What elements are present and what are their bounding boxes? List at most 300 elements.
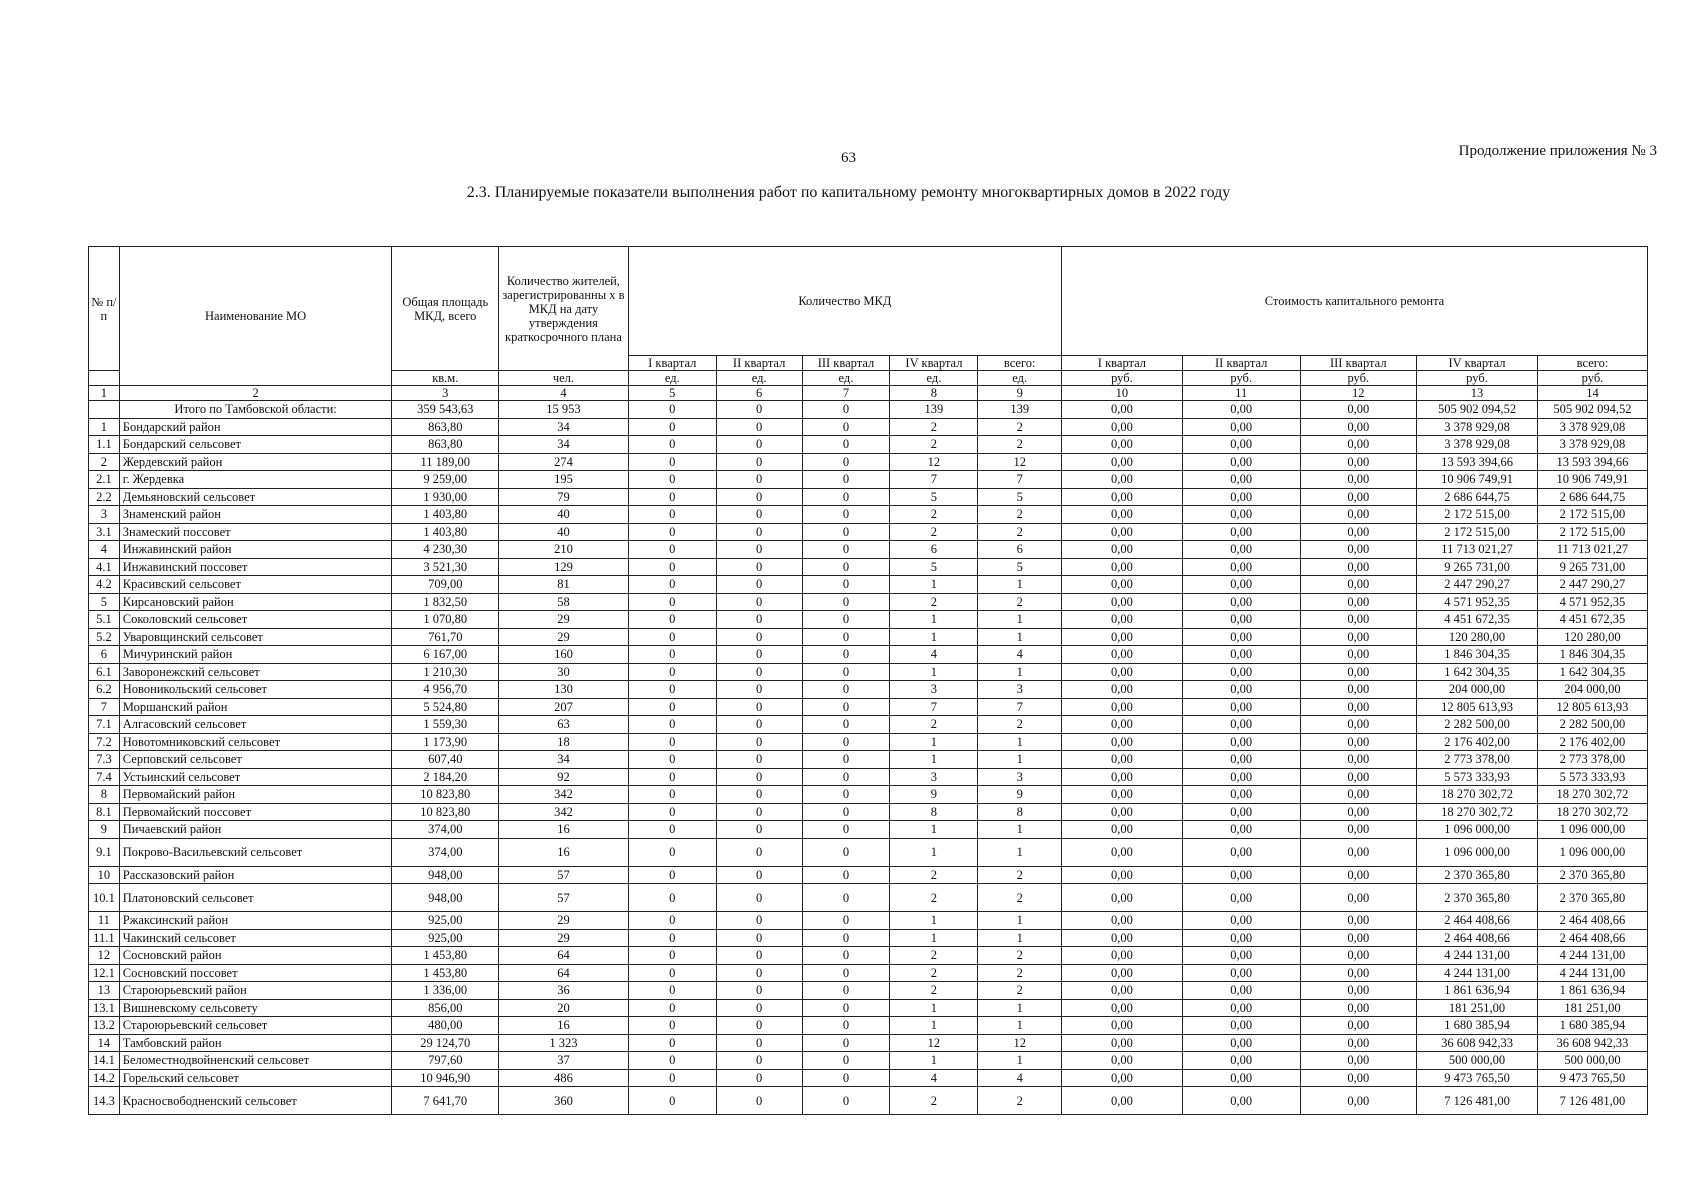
cost-q3: 0,00 <box>1300 698 1417 716</box>
cost-q2: 0,00 <box>1182 1052 1300 1070</box>
total-area: 29 124,70 <box>392 1034 499 1052</box>
cost-q4: 13 593 394,66 <box>1417 453 1538 471</box>
mkd-total: 1 <box>978 912 1062 930</box>
total-area: 1 832,50 <box>392 593 499 611</box>
mkd-q1: 0 <box>628 663 716 681</box>
mo-name: Бондарский район <box>119 418 392 436</box>
row-number: 4.1 <box>89 558 120 576</box>
mkd-q1: 0 <box>628 401 716 419</box>
table-row <box>89 523 1648 541</box>
cost-total: 4 451 672,35 <box>1537 611 1647 629</box>
cost-total: 7 126 481,00 <box>1537 1087 1647 1115</box>
mo-name: Инжавинский район <box>119 541 392 559</box>
document-title: 2.3. Планируемые показатели выполнения работ по капитальному ремонту многоквартирных домов в 2022 году <box>466 184 1231 201</box>
cost-q4: 181 251,00 <box>1417 999 1538 1017</box>
mkd-q2: 0 <box>716 929 802 947</box>
total-area: 1 210,30 <box>392 663 499 681</box>
table-row <box>89 838 1648 866</box>
col-header-name: Наименование МО <box>119 247 392 386</box>
total-area: 2 184,20 <box>392 768 499 786</box>
mkd-q3: 0 <box>802 821 890 839</box>
table-row <box>89 401 1648 419</box>
mo-name: Беломестнодвойненский сельсовет <box>119 1052 392 1070</box>
page-number: 63 <box>841 150 856 166</box>
unit-mkd-q4: ед. <box>890 371 978 386</box>
mkd-q4: 2 <box>890 964 978 982</box>
col-header-num: № п/п <box>89 247 120 371</box>
mkd-q4: 1 <box>890 733 978 751</box>
mkd-q2: 0 <box>716 982 802 1000</box>
mkd-q3: 0 <box>802 964 890 982</box>
mkd-q4: 139 <box>890 401 978 419</box>
cost-q2: 0,00 <box>1182 523 1300 541</box>
residents: 64 <box>499 947 629 965</box>
cost-total: 2 464 408,66 <box>1537 912 1647 930</box>
mkd-q3: 0 <box>802 1052 890 1070</box>
cost-q3: 0,00 <box>1300 947 1417 965</box>
row-number: 7.4 <box>89 768 120 786</box>
cost-q2: 0,00 <box>1182 838 1300 866</box>
mkd-q3: 0 <box>802 628 890 646</box>
mkd-q4: 6 <box>890 541 978 559</box>
cost-q3: 0,00 <box>1300 646 1417 664</box>
cost-q2: 0,00 <box>1182 999 1300 1017</box>
mkd-q2: 0 <box>716 488 802 506</box>
cost-q2: 0,00 <box>1182 1034 1300 1052</box>
cost-q2: 0,00 <box>1182 453 1300 471</box>
mkd-q3: 0 <box>802 947 890 965</box>
mkd-q4: 3 <box>890 768 978 786</box>
mkd-q3: 0 <box>802 999 890 1017</box>
total-area: 925,00 <box>392 929 499 947</box>
mkd-q2: 0 <box>716 947 802 965</box>
cost-q4: 2 172 515,00 <box>1417 506 1538 524</box>
mkd-q1: 0 <box>628 866 716 884</box>
cost-q3: 0,00 <box>1300 506 1417 524</box>
total-area: 374,00 <box>392 821 499 839</box>
cost-q3: 0,00 <box>1300 999 1417 1017</box>
mkd-q1: 0 <box>628 1034 716 1052</box>
cost-q1: 0,00 <box>1061 964 1182 982</box>
capital-repair-table <box>88 246 1648 1115</box>
unit-cost-q3: руб. <box>1300 371 1417 386</box>
total-area: 1 930,00 <box>392 488 499 506</box>
mkd-q1: 0 <box>628 1087 716 1115</box>
cost-q4: 9 265 731,00 <box>1417 558 1538 576</box>
mkd-q1: 0 <box>628 453 716 471</box>
mkd-q3: 0 <box>802 611 890 629</box>
mo-name: Покрово-Васильевский сельсовет <box>119 838 392 866</box>
cost-q3: 0,00 <box>1300 471 1417 489</box>
cost-total: 4 244 131,00 <box>1537 964 1647 982</box>
total-area: 9 259,00 <box>392 471 499 489</box>
cost-q2: 0,00 <box>1182 821 1300 839</box>
mkd-q4: 1 <box>890 611 978 629</box>
mo-name: Инжавинский поссовет <box>119 558 392 576</box>
mkd-q4: 5 <box>890 558 978 576</box>
cost-q1: 0,00 <box>1061 716 1182 734</box>
mkd-q4: 2 <box>890 436 978 454</box>
cost-q1: 0,00 <box>1061 1087 1182 1115</box>
cost-q4: 2 686 644,75 <box>1417 488 1538 506</box>
cost-q3: 0,00 <box>1300 838 1417 866</box>
residents: 36 <box>499 982 629 1000</box>
mkd-q1: 0 <box>628 506 716 524</box>
total-area: 10 946,90 <box>392 1069 499 1087</box>
mkd-q4: 9 <box>890 786 978 804</box>
row-number: 5 <box>89 593 120 611</box>
mkd-total: 1 <box>978 1017 1062 1035</box>
row-number: 13.2 <box>89 1017 120 1035</box>
row-number: 3 <box>89 506 120 524</box>
cost-q2: 0,00 <box>1182 866 1300 884</box>
mkd-q3: 0 <box>802 593 890 611</box>
cost-q4: 120 280,00 <box>1417 628 1538 646</box>
mkd-q3: 0 <box>802 436 890 454</box>
mkd-q4: 7 <box>890 698 978 716</box>
col-header-mkd-q2: II квартал <box>716 356 802 371</box>
cost-total: 2 282 500,00 <box>1537 716 1647 734</box>
total-area: 948,00 <box>392 884 499 912</box>
mkd-q1: 0 <box>628 488 716 506</box>
residents: 207 <box>499 698 629 716</box>
cost-total: 36 608 942,33 <box>1537 1034 1647 1052</box>
mkd-q2: 0 <box>716 821 802 839</box>
unit-residents: чел. <box>499 371 629 386</box>
mkd-total: 9 <box>978 786 1062 804</box>
col-header-mkd-q3: III квартал <box>802 356 890 371</box>
mkd-total: 5 <box>978 488 1062 506</box>
mkd-q2: 0 <box>716 786 802 804</box>
total-area: 4 230,30 <box>392 541 499 559</box>
col-header-cost-group: Стоимость капитального ремонта <box>1061 247 1647 356</box>
column-number: 6 <box>716 386 802 401</box>
cost-q3: 0,00 <box>1300 866 1417 884</box>
mkd-q1: 0 <box>628 698 716 716</box>
cost-q1: 0,00 <box>1061 999 1182 1017</box>
table-row <box>89 488 1648 506</box>
col-header-cost-total: всего: <box>1537 356 1647 371</box>
residents: 486 <box>499 1069 629 1087</box>
mkd-q2: 0 <box>716 999 802 1017</box>
cost-q3: 0,00 <box>1300 964 1417 982</box>
mkd-q3: 0 <box>802 506 890 524</box>
cost-q2: 0,00 <box>1182 1017 1300 1035</box>
residents: 1 323 <box>499 1034 629 1052</box>
mkd-q3: 0 <box>802 803 890 821</box>
mkd-q2: 0 <box>716 663 802 681</box>
row-number: 14 <box>89 1034 120 1052</box>
cost-q3: 0,00 <box>1300 436 1417 454</box>
residents: 210 <box>499 541 629 559</box>
cost-q3: 0,00 <box>1300 558 1417 576</box>
cost-q3: 0,00 <box>1300 1069 1417 1087</box>
total-area: 948,00 <box>392 866 499 884</box>
mkd-q2: 0 <box>716 558 802 576</box>
mkd-q3: 0 <box>802 1034 890 1052</box>
table-row <box>89 436 1648 454</box>
col-header-mkd-total: всего: <box>978 356 1062 371</box>
cost-q1: 0,00 <box>1061 506 1182 524</box>
unit-mkd-q1: ед. <box>628 371 716 386</box>
mkd-q3: 0 <box>802 733 890 751</box>
table-row <box>89 1017 1648 1035</box>
cost-total: 120 280,00 <box>1537 628 1647 646</box>
mkd-q3: 0 <box>802 401 890 419</box>
table-row <box>89 1087 1648 1115</box>
cost-total: 2 172 515,00 <box>1537 523 1647 541</box>
cost-q1: 0,00 <box>1061 1034 1182 1052</box>
total-area: 480,00 <box>392 1017 499 1035</box>
col-header-cost-q4: IV квартал <box>1417 356 1538 371</box>
mkd-q4: 1 <box>890 751 978 769</box>
table-row <box>89 471 1648 489</box>
cost-total: 2 370 365,80 <box>1537 866 1647 884</box>
mkd-total: 2 <box>978 593 1062 611</box>
cost-q4: 1 680 385,94 <box>1417 1017 1538 1035</box>
mo-name: Платоновский сельсовет <box>119 884 392 912</box>
cost-q1: 0,00 <box>1061 1052 1182 1070</box>
total-area: 856,00 <box>392 999 499 1017</box>
row-number: 14.2 <box>89 1069 120 1087</box>
cost-q1: 0,00 <box>1061 611 1182 629</box>
table-row <box>89 1052 1648 1070</box>
mkd-total: 12 <box>978 453 1062 471</box>
mkd-q2: 0 <box>716 751 802 769</box>
unit-cost-q4: руб. <box>1417 371 1538 386</box>
mkd-q4: 1 <box>890 912 978 930</box>
residents: 63 <box>499 716 629 734</box>
cost-total: 10 906 749,91 <box>1537 471 1647 489</box>
total-area: 1 559,30 <box>392 716 499 734</box>
cost-total: 2 172 515,00 <box>1537 506 1647 524</box>
cost-total: 4 244 131,00 <box>1537 947 1647 965</box>
mkd-q4: 3 <box>890 681 978 699</box>
residents: 29 <box>499 611 629 629</box>
row-number: 10 <box>89 866 120 884</box>
residents: 34 <box>499 418 629 436</box>
residents: 360 <box>499 1087 629 1115</box>
row-number: 4.2 <box>89 576 120 594</box>
cost-total: 18 270 302,72 <box>1537 786 1647 804</box>
mkd-q3: 0 <box>802 751 890 769</box>
row-number: 9.1 <box>89 838 120 866</box>
cost-q2: 0,00 <box>1182 982 1300 1000</box>
cost-q2: 0,00 <box>1182 471 1300 489</box>
cost-q4: 1 642 304,35 <box>1417 663 1538 681</box>
total-area: 4 956,70 <box>392 681 499 699</box>
col-header-cost-q1: I квартал <box>1061 356 1182 371</box>
row-number <box>89 401 120 419</box>
mkd-q1: 0 <box>628 821 716 839</box>
mkd-q2: 0 <box>716 768 802 786</box>
cost-q1: 0,00 <box>1061 768 1182 786</box>
cost-q4: 2 447 290,27 <box>1417 576 1538 594</box>
mkd-q2: 0 <box>716 1069 802 1087</box>
table-row <box>89 541 1648 559</box>
cost-q4: 18 270 302,72 <box>1417 786 1538 804</box>
cost-q3: 0,00 <box>1300 1017 1417 1035</box>
mkd-q1: 0 <box>628 436 716 454</box>
total-area: 1 070,80 <box>392 611 499 629</box>
mkd-total: 4 <box>978 646 1062 664</box>
mkd-q4: 2 <box>890 947 978 965</box>
mkd-total: 139 <box>978 401 1062 419</box>
table-row <box>89 1034 1648 1052</box>
table-row <box>89 593 1648 611</box>
mkd-q2: 0 <box>716 541 802 559</box>
residents: 58 <box>499 593 629 611</box>
total-area: 1 403,80 <box>392 523 499 541</box>
col-header-cost-q2: II квартал <box>1182 356 1300 371</box>
cost-q4: 12 805 613,93 <box>1417 698 1538 716</box>
row-number: 7.1 <box>89 716 120 734</box>
cost-q2: 0,00 <box>1182 576 1300 594</box>
mkd-q3: 0 <box>802 884 890 912</box>
table-row <box>89 947 1648 965</box>
cost-q2: 0,00 <box>1182 418 1300 436</box>
unit-area: кв.м. <box>392 371 499 386</box>
mkd-q4: 2 <box>890 866 978 884</box>
row-number: 7.2 <box>89 733 120 751</box>
mkd-q3: 0 <box>802 982 890 1000</box>
cost-q3: 0,00 <box>1300 628 1417 646</box>
mkd-q4: 1 <box>890 1017 978 1035</box>
mkd-q4: 1 <box>890 576 978 594</box>
mkd-total: 2 <box>978 866 1062 884</box>
mkd-q3: 0 <box>802 558 890 576</box>
table-row <box>89 628 1648 646</box>
table-row <box>89 733 1648 751</box>
residents: 79 <box>499 488 629 506</box>
mo-name: Новотомниковский сельсовет <box>119 733 392 751</box>
mkd-total: 1 <box>978 1052 1062 1070</box>
mkd-total: 1 <box>978 663 1062 681</box>
mo-name: Новоникольский сельсовет <box>119 681 392 699</box>
residents: 160 <box>499 646 629 664</box>
cost-q1: 0,00 <box>1061 786 1182 804</box>
mo-name: г. Жердевка <box>119 471 392 489</box>
mo-name: Рассказовский район <box>119 866 392 884</box>
mkd-total: 2 <box>978 982 1062 1000</box>
table-row <box>89 611 1648 629</box>
cost-q4: 1 861 636,94 <box>1417 982 1538 1000</box>
cost-q2: 0,00 <box>1182 786 1300 804</box>
unit-cost-total: руб. <box>1537 371 1647 386</box>
residents: 342 <box>499 786 629 804</box>
mkd-total: 8 <box>978 803 1062 821</box>
column-number: 13 <box>1417 386 1538 401</box>
cost-q2: 0,00 <box>1182 912 1300 930</box>
mkd-q4: 2 <box>890 506 978 524</box>
total-area: 863,80 <box>392 436 499 454</box>
cost-total: 5 573 333,93 <box>1537 768 1647 786</box>
cost-q2: 0,00 <box>1182 681 1300 699</box>
table-row <box>89 884 1648 912</box>
mo-name: Демьяновский сельсовет <box>119 488 392 506</box>
row-number: 12 <box>89 947 120 965</box>
mkd-q2: 0 <box>716 964 802 982</box>
cost-q2: 0,00 <box>1182 506 1300 524</box>
mo-name: Староюрьевский сельсовет <box>119 1017 392 1035</box>
residents: 16 <box>499 821 629 839</box>
cost-q4: 2 176 402,00 <box>1417 733 1538 751</box>
cost-q4: 3 378 929,08 <box>1417 418 1538 436</box>
table-row <box>89 418 1648 436</box>
mo-name: Горельский сельсовет <box>119 1069 392 1087</box>
mkd-q3: 0 <box>802 838 890 866</box>
mkd-q2: 0 <box>716 733 802 751</box>
table-row <box>89 982 1648 1000</box>
table-row <box>89 698 1648 716</box>
col-header-mkd-q4: IV квартал <box>890 356 978 371</box>
mo-name: Мичуринский район <box>119 646 392 664</box>
table-row <box>89 646 1648 664</box>
mkd-q1: 0 <box>628 1052 716 1070</box>
mo-name: Тамбовский район <box>119 1034 392 1052</box>
mo-name: Серповский сельсовет <box>119 751 392 769</box>
row-number: 14.1 <box>89 1052 120 1070</box>
mkd-q1: 0 <box>628 838 716 866</box>
mkd-q1: 0 <box>628 681 716 699</box>
cost-total: 1 096 000,00 <box>1537 838 1647 866</box>
cost-q4: 2 282 500,00 <box>1417 716 1538 734</box>
cost-q3: 0,00 <box>1300 733 1417 751</box>
mkd-q2: 0 <box>716 866 802 884</box>
mo-name: Красивский сельсовет <box>119 576 392 594</box>
mo-name: Устьинский сельсовет <box>119 768 392 786</box>
table-row <box>89 929 1648 947</box>
cost-q4: 4 571 952,35 <box>1417 593 1538 611</box>
total-area: 359 543,63 <box>392 401 499 419</box>
cost-q1: 0,00 <box>1061 453 1182 471</box>
total-area: 1 403,80 <box>392 506 499 524</box>
residents: 34 <box>499 436 629 454</box>
cost-q1: 0,00 <box>1061 401 1182 419</box>
mkd-q4: 12 <box>890 453 978 471</box>
cost-q1: 0,00 <box>1061 471 1182 489</box>
column-number: 8 <box>890 386 978 401</box>
cost-q1: 0,00 <box>1061 681 1182 699</box>
residents: 40 <box>499 506 629 524</box>
cost-q4: 2 464 408,66 <box>1417 912 1538 930</box>
mkd-q1: 0 <box>628 912 716 930</box>
cost-q3: 0,00 <box>1300 541 1417 559</box>
cost-total: 1 680 385,94 <box>1537 1017 1647 1035</box>
cost-q1: 0,00 <box>1061 751 1182 769</box>
row-number: 2.1 <box>89 471 120 489</box>
col-header-residents: Количество жителей, зарегистрированны х в МКД на дату утверждения краткосрочного плана <box>499 247 629 371</box>
total-area: 5 524,80 <box>392 698 499 716</box>
total-area: 11 189,00 <box>392 453 499 471</box>
mkd-q2: 0 <box>716 418 802 436</box>
cost-q2: 0,00 <box>1182 663 1300 681</box>
cost-q4: 2 172 515,00 <box>1417 523 1538 541</box>
total-area: 10 823,80 <box>392 803 499 821</box>
mkd-total: 1 <box>978 821 1062 839</box>
cost-q4: 1 096 000,00 <box>1417 838 1538 866</box>
cost-q2: 0,00 <box>1182 884 1300 912</box>
total-area: 374,00 <box>392 838 499 866</box>
appendix-note: Продолжение приложения № 3 <box>1458 143 1657 159</box>
cost-q3: 0,00 <box>1300 1087 1417 1115</box>
mkd-q1: 0 <box>628 768 716 786</box>
cost-total: 1 642 304,35 <box>1537 663 1647 681</box>
cost-total: 12 805 613,93 <box>1537 698 1647 716</box>
row-number: 8 <box>89 786 120 804</box>
mkd-total: 1 <box>978 733 1062 751</box>
unit-mkd-q2: ед. <box>716 371 802 386</box>
